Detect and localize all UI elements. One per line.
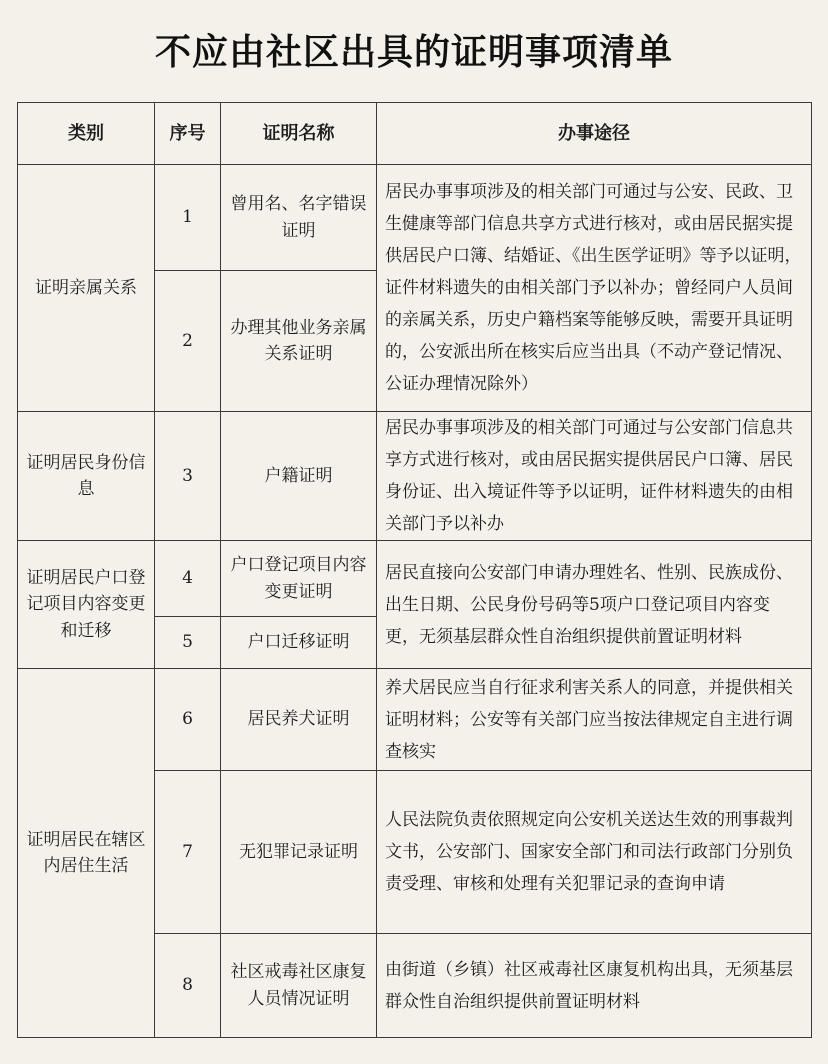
category-cell: 证明居民户口登记项目内容变更和迁移 <box>18 541 155 669</box>
header-seq: 序号 <box>155 103 221 165</box>
cert-name-cell: 户口登记项目内容变更证明 <box>221 541 377 617</box>
seq-cell: 4 <box>155 541 221 617</box>
seq-cell: 3 <box>155 412 221 541</box>
procedure-cell: 由街道（乡镇）社区戒毒社区康复机构出具，无须基层群众性自治组织提供前置证明材料 <box>377 934 812 1038</box>
category-cell: 证明居民在辖区内居住生活 <box>18 669 155 1038</box>
seq-cell: 2 <box>155 271 221 412</box>
table-row <box>18 541 812 617</box>
seq-cell: 6 <box>155 669 221 771</box>
category-cell: 证明居民身份信息 <box>18 412 155 541</box>
table-row <box>18 165 812 271</box>
cert-name-cell: 办理其他业务亲属关系证明 <box>221 271 377 412</box>
procedure-cell: 居民办事事项涉及的相关部门可通过与公安、民政、卫生健康等部门信息共享方式进行核对，或由居民据实提供居民户口簿、结婚证、《出生医学证明》等予以证明，证件材料遗失的由相关部门予以补办；曾经同户人员间的亲属关系，历史户籍档案等能够反映，需要开具证明的，公安派出所在核实后应当出具（不动产登记情况、公证办理情况除外） <box>377 165 812 412</box>
seq-cell: 1 <box>155 165 221 271</box>
page-title: 不应由社区出具的证明事项清单 <box>154 32 673 73</box>
cert-name-cell: 户口迁移证明 <box>221 617 377 669</box>
procedure-cell: 人民法院负责依照规定向公安机关送达生效的刑事裁判文书，公安部门、国家安全部门和司法行政部门分别负责受理、审核和处理有关犯罪记录的查询申请 <box>377 771 812 934</box>
table-row <box>18 412 812 541</box>
procedure-cell: 居民办事事项涉及的相关部门可通过与公安部门信息共享方式进行核对，或由居民据实提供居民户口簿、居民身份证、出入境证件等予以证明，证件材料遗失的由相关部门予以补办 <box>377 412 812 541</box>
seq-cell: 5 <box>155 617 221 669</box>
cert-name-cell: 曾用名、名字错误证明 <box>221 165 377 271</box>
procedure-cell: 居民直接向公安部门申请办理姓名、性别、民族成份、出生日期、公民身份号码等5项户口登记项目内容变更，无须基层群众性自治组织提供前置证明材料 <box>377 541 812 669</box>
cert-name-cell: 社区戒毒社区康复人员情况证明 <box>221 934 377 1038</box>
header-path: 办事途径 <box>377 103 812 165</box>
category-cell: 证明亲属关系 <box>18 165 155 412</box>
table-header-row <box>18 103 812 165</box>
header-category: 类别 <box>18 103 155 165</box>
cert-name-cell: 无犯罪记录证明 <box>221 771 377 934</box>
cert-name-cell: 户籍证明 <box>221 412 377 541</box>
seq-cell: 8 <box>155 934 221 1038</box>
header-name: 证明名称 <box>221 103 377 165</box>
table-row <box>18 669 812 771</box>
seq-cell: 7 <box>155 771 221 934</box>
certificate-list-table <box>17 102 812 1038</box>
procedure-cell: 养犬居民应当自行征求利害关系人的同意，并提供相关证明材料；公安等有关部门应当按法律规定自主进行调查核实 <box>377 669 812 771</box>
cert-name-cell: 居民养犬证明 <box>221 669 377 771</box>
